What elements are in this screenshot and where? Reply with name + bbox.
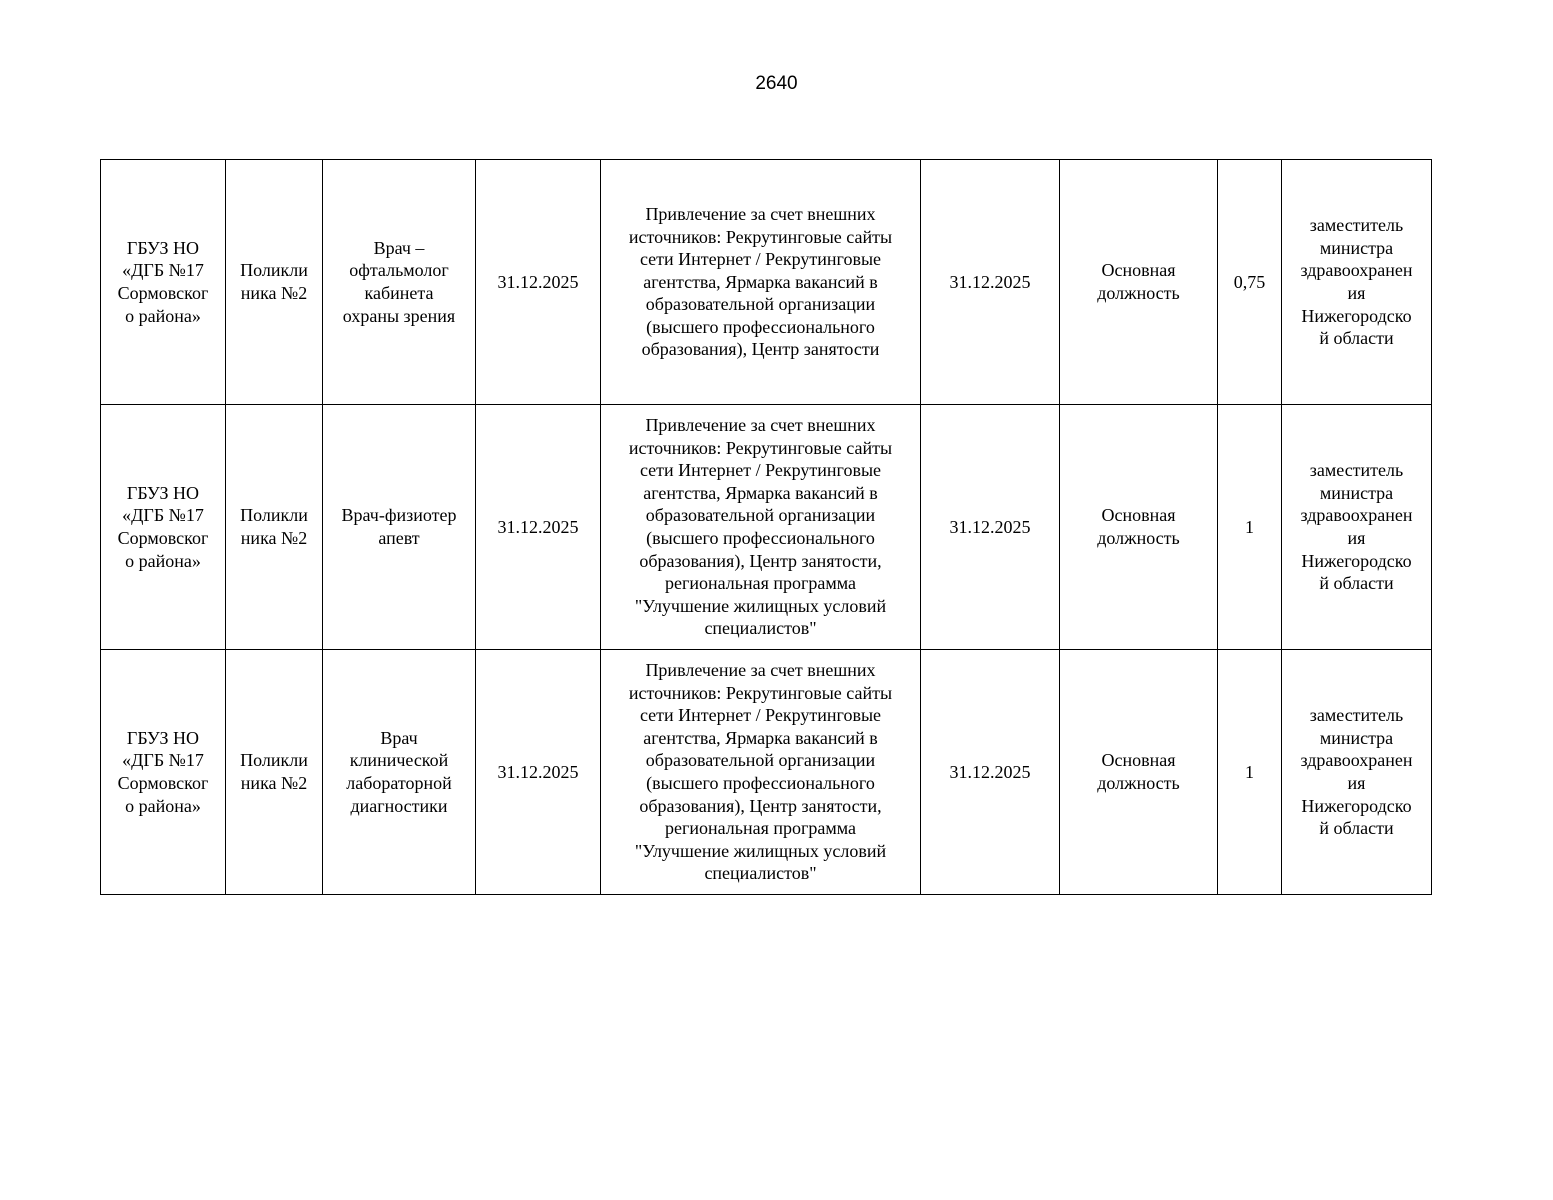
organization-text: ГБУЗ НО «ДГБ №17 Сормовског о района» [117,482,209,571]
method-text: Привлечение за счет внешних источников: Рекрутинговые сайты сети Интернет / Рекрутинговые агентства, Ярмарка вакансий в образовательной организации (высшего профессионального образования), Центр занятости, региональная программа "Улучшение жилищных условий специалистов" [628,660,893,884]
rate-cell [1218,405,1282,650]
method-cell [601,405,921,650]
page-number: 2640 [755,73,798,94]
position-cell [323,160,476,405]
department-cell [226,405,323,650]
rate-cell [1218,650,1282,895]
date-end-cell [921,160,1060,405]
responsible-cell [1282,650,1432,895]
position-type-cell [1060,405,1218,650]
date-end-cell [921,650,1060,895]
rate-text: 1 [1245,761,1254,782]
organization-text: ГБУЗ НО «ДГБ №17 Сормовског о района» [117,727,209,816]
date-end-text: 31.12.2025 [949,516,1031,537]
position-type-text: Основная должность [1097,750,1180,793]
table-row [101,650,1432,895]
department-text: Поликли ника №2 [240,260,308,303]
position-type-cell [1060,650,1218,895]
position-type-text: Основная должность [1097,505,1180,548]
position-text: Врач – офтальмолог кабинета охраны зрения [342,237,456,326]
position-text: Врач клинической лабораторной диагностики [346,727,452,816]
department-cell [226,160,323,405]
rate-text: 0,75 [1233,271,1266,292]
organization-cell [101,650,226,895]
position-cell [323,650,476,895]
date-start-cell [476,160,601,405]
responsible-text: заместитель министра здравоохранен ия Нижегородско й области [1300,215,1413,349]
method-cell [601,650,921,895]
method-cell [601,160,921,405]
date-end-text: 31.12.2025 [949,761,1031,782]
position-type-cell [1060,160,1218,405]
date-end-cell [921,405,1060,650]
table-row [101,160,1432,405]
date-start-cell [476,405,601,650]
position-type-text: Основная должность [1097,260,1180,303]
organization-cell [101,160,226,405]
responsible-cell [1282,405,1432,650]
department-cell [226,650,323,895]
responsible-cell [1282,160,1432,405]
responsible-text: заместитель министра здравоохранен ия Нижегородско й области [1300,705,1413,839]
position-cell [323,405,476,650]
date-start-cell [476,650,601,895]
vacancies-table [100,159,1432,895]
organization-text: ГБУЗ НО «ДГБ №17 Сормовског о района» [117,237,209,326]
rate-text: 1 [1245,516,1254,537]
date-start-text: 31.12.2025 [497,271,579,292]
department-text: Поликли ника №2 [240,505,308,548]
table-row [101,405,1432,650]
date-start-text: 31.12.2025 [497,761,579,782]
date-end-text: 31.12.2025 [949,271,1031,292]
position-text: Врач-физиотер апевт [341,505,457,548]
date-start-text: 31.12.2025 [497,516,579,537]
organization-cell [101,405,226,650]
method-text: Привлечение за счет внешних источников: Рекрутинговые сайты сети Интернет / Рекрутинговые агентства, Ярмарка вакансий в образовательной организации (высшего профессионального образования), Центр занятости, региональная программа "Улучшение жилищных условий специалистов" [628,415,893,639]
method-text: Привлечение за счет внешних источников: Рекрутинговые сайты сети Интернет / Рекрутинговые агентства, Ярмарка вакансий в образовательной организации (высшего профессионального образования), Центр занятости [628,203,893,360]
rate-cell [1218,160,1282,405]
department-text: Поликли ника №2 [240,750,308,793]
responsible-text: заместитель министра здравоохранен ия Нижегородско й области [1300,460,1413,594]
